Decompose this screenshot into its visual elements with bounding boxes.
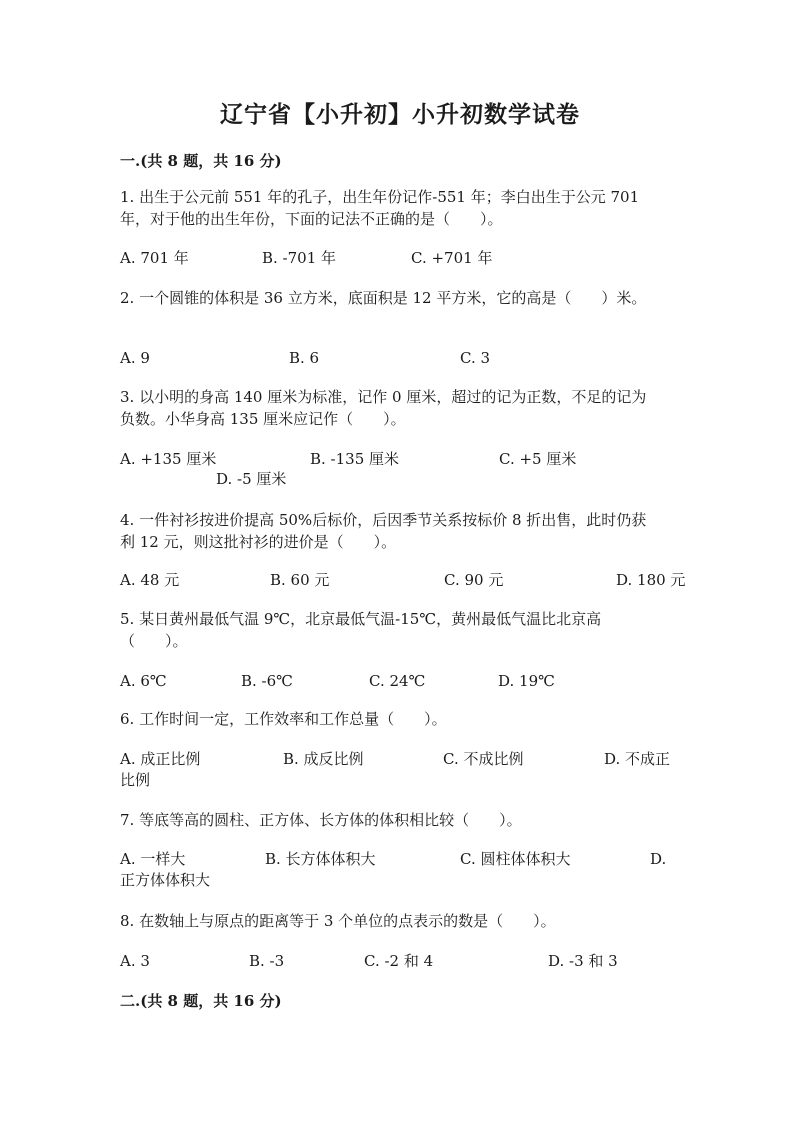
question-5-option-a: A. 6℃ bbox=[120, 672, 167, 690]
question-6-option-b: B. 成反比例 bbox=[283, 750, 364, 768]
question-6-line-1: 6. 工作时间一定，工作效率和工作总量（ ）。 bbox=[120, 710, 447, 728]
question-6-option-a: A. 成正比例 bbox=[120, 750, 201, 768]
question-6-option-c: C. 不成比例 bbox=[443, 750, 524, 768]
page-title: 辽宁省【小升初】小升初数学试卷 bbox=[220, 101, 580, 128]
question-4-line-2: 利 12 元，则这批衬衫的进价是（ ）。 bbox=[120, 533, 397, 551]
question-3-option-a: A. +135 厘米 bbox=[120, 450, 217, 468]
question-4-option-b: B. 60 元 bbox=[270, 571, 330, 589]
question-1-option-b: B. -701 年 bbox=[262, 249, 337, 267]
question-2-option-c: C. 3 bbox=[460, 349, 491, 367]
question-4-option-c: C. 90 元 bbox=[444, 571, 504, 589]
question-8-option-b: B. -3 bbox=[249, 952, 285, 970]
question-2-option-a: A. 9 bbox=[120, 349, 150, 367]
question-4-option-a: A. 48 元 bbox=[120, 571, 180, 589]
question-7-line-1: 7. 等底等高的圆柱、正方体、长方体的体积相比较（ ）。 bbox=[120, 811, 522, 829]
question-7-option-d-wrap: 正方体体积大 bbox=[120, 871, 211, 889]
question-5-line-1: 5. 某日黄州最低气温 9℃，北京最低气温-15℃，黄州最低气温比北京高 bbox=[120, 610, 602, 628]
question-8-option-c: C. -2 和 4 bbox=[364, 952, 434, 970]
question-8-option-d: D. -3 和 3 bbox=[548, 952, 618, 970]
question-7-option-d: D. bbox=[650, 850, 667, 868]
question-3-line-2: 负数。小华身高 135 厘米应记作（ ）。 bbox=[120, 410, 406, 428]
question-1-option-c: C. +701 年 bbox=[411, 249, 493, 267]
question-1-line-1: 1. 出生于公元前 551 年的孔子，出生年份记作-551 年；李白出生于公元 701 bbox=[120, 188, 640, 206]
question-6-option-d: D. 不成正 bbox=[604, 750, 671, 768]
question-4-line-1: 4. 一件衬衫按进价提高 50%后标价，后因季节关系按标价 8 折出售，此时仍获 bbox=[120, 511, 647, 529]
question-5-line-2: （ ）。 bbox=[120, 632, 188, 650]
question-6-option-d-wrap: 比例 bbox=[120, 771, 151, 789]
question-5-option-c: C. 24℃ bbox=[369, 672, 426, 690]
question-5-option-b: B. -6℃ bbox=[241, 672, 293, 690]
question-1-option-a: A. 701 年 bbox=[120, 249, 189, 267]
question-3-option-d: D. -5 厘米 bbox=[216, 470, 287, 488]
section-heading-two: 二.(共 8 题，共 16 分) bbox=[120, 992, 282, 1010]
question-3-option-c: C. +5 厘米 bbox=[499, 450, 577, 468]
question-3-line-1: 3. 以小明的身高 140 厘米为标准，记作 0 厘米，超过的记为正数，不足的记为 bbox=[120, 388, 647, 406]
section-heading-one: 一.(共 8 题，共 16 分) bbox=[120, 152, 282, 170]
question-7-option-b: B. 长方体体积大 bbox=[265, 850, 376, 868]
question-3-option-b: B. -135 厘米 bbox=[310, 450, 400, 468]
question-2-option-b: B. 6 bbox=[289, 349, 320, 367]
question-8-line-1: 8. 在数轴上与原点的距离等于 3 个单位的点表示的数是（ ）。 bbox=[120, 912, 556, 930]
question-1-line-2: 年，对于他的出生年份，下面的记法不正确的是（ ）。 bbox=[120, 210, 503, 228]
question-7-option-a: A. 一样大 bbox=[120, 850, 186, 868]
question-7-option-c: C. 圆柱体体积大 bbox=[460, 850, 571, 868]
question-5-option-d: D. 19℃ bbox=[498, 672, 555, 690]
question-2-line-1: 2. 一个圆锥的体积是 36 立方米，底面积是 12 平方米，它的高是（ ）米。 bbox=[120, 289, 647, 307]
question-4-option-d: D. 180 元 bbox=[616, 571, 686, 589]
question-8-option-a: A. 3 bbox=[120, 952, 150, 970]
